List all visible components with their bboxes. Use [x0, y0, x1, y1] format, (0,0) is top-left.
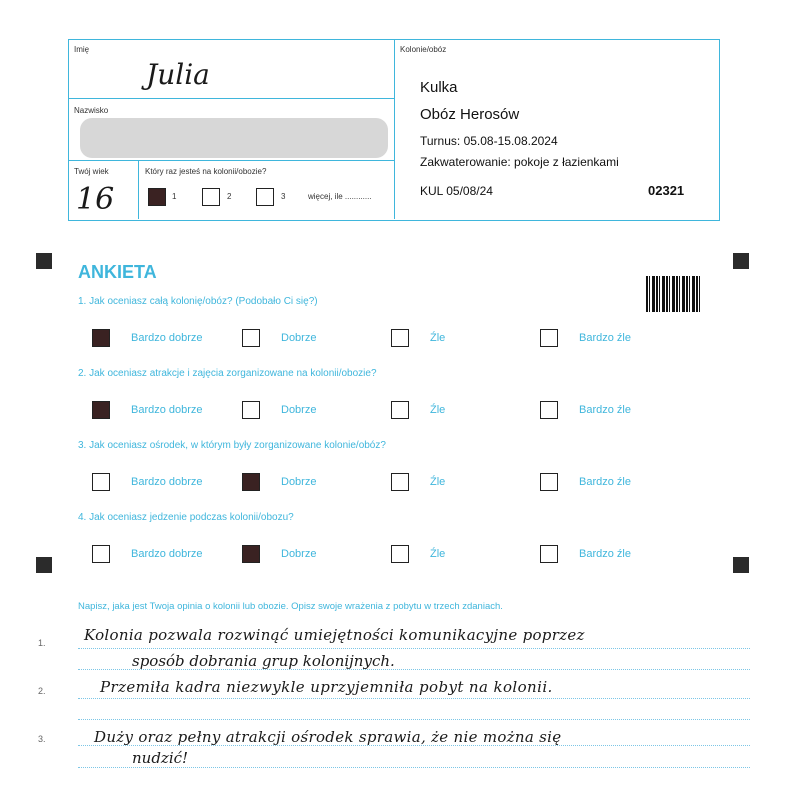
question-4-option-2-label: Dobrze [281, 548, 317, 560]
question-1-option-4-label: Bardzo źle [579, 332, 631, 344]
answer-text-2[interactable]: sposób dobrania grup kolonijnych. [132, 652, 395, 670]
question-1-option-1-label: Bardzo dobrze [131, 332, 203, 344]
question-2-option-4-checkbox[interactable] [540, 401, 558, 419]
question-4-option-4-label: Bardzo źle [579, 548, 631, 560]
question-2-option-4-label: Bardzo źle [579, 404, 631, 416]
times-more: więcej, ile ............ [308, 192, 372, 201]
question-3-option-1-label: Bardzo dobrze [131, 476, 203, 488]
question-3-option-1-checkbox[interactable] [92, 473, 110, 491]
times-checkbox-3[interactable] [256, 188, 274, 206]
header-divider [394, 39, 395, 219]
question-4-option-1-checkbox[interactable] [92, 545, 110, 563]
answer-text-3[interactable]: Przemiła kadra niezwykle uprzyjemniła pobyt na kolonii. [100, 678, 553, 696]
last-name-label: Nazwisko [74, 106, 109, 115]
question-1-option-2-checkbox[interactable] [242, 329, 260, 347]
first-name-value[interactable]: Julia [146, 58, 210, 91]
question-1-option-4-checkbox[interactable] [540, 329, 558, 347]
survey-title: ANKIETA [78, 262, 157, 282]
question-3-text: 3. Jak oceniasz ośrodek, w którym były zorganizowane kolonie/obóz? [78, 440, 386, 451]
question-2-option-3-checkbox[interactable] [391, 401, 409, 419]
question-4-option-4-checkbox[interactable] [540, 545, 558, 563]
answer-line-6 [78, 767, 750, 768]
times-option-2: 2 [227, 192, 232, 201]
line-number-3: 3. [38, 734, 46, 744]
divider-2 [68, 160, 394, 161]
answer-line-1 [78, 648, 750, 649]
divider-1 [68, 98, 394, 99]
question-4-text: 4. Jak oceniasz jedzenie podczas kolonii/obozu? [78, 512, 294, 523]
barcode-icon [646, 276, 700, 312]
times-label: Który raz jesteś na kolonii/obozie? [145, 167, 267, 176]
line-number-1: 1. [38, 638, 46, 648]
question-3-option-3-checkbox[interactable] [391, 473, 409, 491]
question-4-option-2-checkbox[interactable] [242, 545, 260, 563]
divider-3 [138, 160, 139, 219]
question-1-option-2-label: Dobrze [281, 332, 317, 344]
first-name-label: Imię [74, 45, 90, 54]
answer-line-3 [78, 698, 750, 699]
answer-text-5[interactable]: nudzić! [132, 749, 189, 767]
registration-marker-top-left [36, 253, 52, 269]
registration-marker-top-right [733, 253, 749, 269]
turnus: Turnus: 05.08-15.08.2024 [420, 134, 558, 148]
times-checkbox-2[interactable] [202, 188, 220, 206]
registration-marker-mid-left [36, 557, 52, 573]
line-number-2: 2. [38, 686, 46, 696]
last-name-redacted [80, 118, 388, 158]
times-option-1: 1 [172, 192, 177, 201]
question-1-text: 1. Jak oceniasz całą kolonię/obóz? (Podobało Ci się?) [78, 296, 318, 307]
times-checkbox-1[interactable] [148, 188, 166, 206]
question-2-option-3-label: Źle [430, 404, 446, 416]
form-number: 02321 [648, 183, 685, 198]
question-2-option-2-checkbox[interactable] [242, 401, 260, 419]
age-value[interactable]: 16 [76, 182, 115, 217]
question-4-option-1-label: Bardzo dobrze [131, 548, 203, 560]
colony-code: KUL 05/08/24 [420, 184, 493, 198]
colony-line-1: Kulka [420, 79, 458, 96]
lodging: Zakwaterowanie: pokoje z łazienkami [420, 155, 619, 169]
age-label: Twój wiek [74, 167, 109, 176]
question-4-option-3-checkbox[interactable] [391, 545, 409, 563]
question-1-option-3-label: Źle [430, 332, 446, 344]
colony-label: Kolonie/obóz [400, 45, 447, 54]
question-2-option-1-label: Bardzo dobrze [131, 404, 203, 416]
registration-marker-mid-right [733, 557, 749, 573]
question-3-option-2-label: Dobrze [281, 476, 317, 488]
answer-text-4[interactable]: Duży oraz pełny atrakcji ośrodek sprawia, że nie można się [94, 728, 562, 746]
question-2-text: 2. Jak oceniasz atrakcje i zajęcia zorganizowane na kolonii/obozie? [78, 368, 377, 379]
question-1-option-3-checkbox[interactable] [391, 329, 409, 347]
question-2-option-1-checkbox[interactable] [92, 401, 110, 419]
question-1-option-1-checkbox[interactable] [92, 329, 110, 347]
colony-line-2: Obóz Herosów [420, 106, 520, 123]
question-4-option-3-label: Źle [430, 548, 446, 560]
times-option-3: 3 [281, 192, 286, 201]
opinion-prompt: Napisz, jaka jest Twoja opinia o kolonii lub obozie. Opisz swoje wrażenia z pobytu w trzech zdaniach. [78, 601, 503, 612]
answer-text-1[interactable]: Kolonia pozwala rozwinąć umiejętności komunikacyjne poprzez [84, 626, 585, 644]
question-3-option-4-label: Bardzo źle [579, 476, 631, 488]
question-3-option-4-checkbox[interactable] [540, 473, 558, 491]
question-2-option-2-label: Dobrze [281, 404, 317, 416]
answer-line-4 [78, 719, 750, 720]
question-3-option-2-checkbox[interactable] [242, 473, 260, 491]
question-3-option-3-label: Źle [430, 476, 446, 488]
